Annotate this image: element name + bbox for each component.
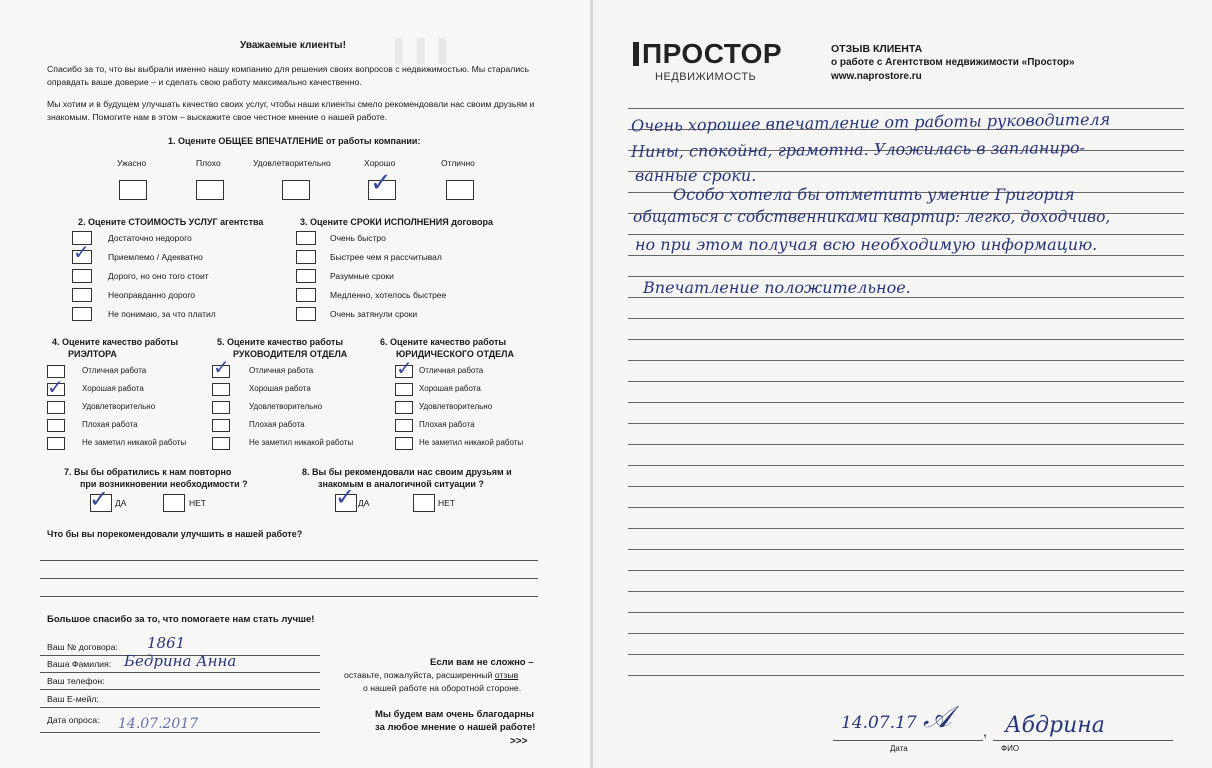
- q5-checkbox[interactable]: [212, 383, 230, 396]
- date-caption: Дата: [890, 744, 908, 753]
- ruled-line: [628, 339, 1184, 340]
- ruled-line: [628, 570, 1184, 571]
- q3-checkbox[interactable]: [296, 250, 316, 264]
- q3-option-label: Очень быстро: [330, 233, 386, 243]
- review-handwriting: ванные сроки.: [635, 166, 757, 185]
- q3-checkbox[interactable]: [296, 288, 316, 302]
- q2-option-label: Приемлемо / Адекватно: [108, 252, 203, 262]
- review-subtitle: о работе с Агентством недвижимости «Простор»: [831, 57, 1075, 68]
- ruled-line: [628, 465, 1184, 466]
- q5-check-mark: ✓: [213, 355, 230, 379]
- q7-yes-label: ДА: [115, 498, 127, 508]
- page-heading: Уважаемые клиенты!: [240, 40, 346, 51]
- q2-checkbox[interactable]: [72, 269, 92, 283]
- cta-text-part: оставьте, пожалуйста, расширенный: [344, 670, 493, 680]
- intro-text: знакомым. Помогите нам в этом – выскажите свое честное мнение о нашей работе.: [47, 112, 388, 122]
- q4-checkbox[interactable]: [47, 437, 65, 450]
- cta-arrows: >>>: [510, 736, 528, 747]
- field-line[interactable]: [40, 672, 320, 673]
- q2-checkbox[interactable]: [72, 307, 92, 321]
- ruled-line: [628, 402, 1184, 403]
- q8-yes-label: ДА: [358, 498, 370, 508]
- q4-option-label: Удовлетворительно: [82, 402, 156, 411]
- surname-value: Бедрина Анна: [124, 652, 237, 670]
- q3-title: 3. Оцените СРОКИ ИСПОЛНЕНИЯ договора: [300, 217, 493, 227]
- q8-check-mark: ✓: [335, 483, 356, 511]
- q6-option-label: Плохая работа: [419, 420, 475, 429]
- q8-no-checkbox[interactable]: [413, 494, 435, 512]
- company-logo: [633, 38, 782, 70]
- q6-option-label: Хорошая работа: [419, 384, 481, 393]
- q3-option-label: Быстрее чем я рассчитывал: [330, 252, 442, 262]
- q6-option-label: Не заметил никакой работы: [419, 438, 524, 447]
- q6-option-label: Удовлетворительно: [419, 402, 493, 411]
- ruled-line: [628, 423, 1184, 424]
- ruled-line: [628, 297, 1184, 298]
- q5-checkbox[interactable]: [212, 419, 230, 432]
- q5-title: РУКОВОДИТЕЛЯ ОТДЕЛА: [233, 349, 348, 359]
- q7-no-label: НЕТ: [189, 498, 206, 508]
- review-title: ОТЗЫВ КЛИЕНТА: [831, 43, 923, 55]
- cta-text: [344, 670, 518, 680]
- signature-mark: 𝒜: [923, 700, 952, 735]
- ruled-line: [628, 528, 1184, 529]
- q1-option-label: Отлично: [441, 158, 475, 168]
- logo-text: ПРОСТОР: [642, 38, 783, 69]
- ruled-line: [628, 381, 1184, 382]
- q2-check-mark: ✓: [73, 240, 90, 264]
- date-label: Дата опроса:: [47, 715, 100, 725]
- q5-option-label: Отличная работа: [249, 366, 314, 375]
- review-handwriting: но при этом получая всю необходимую информацию.: [635, 235, 1098, 254]
- q4-title: РИЭЛТОРА: [68, 349, 117, 359]
- q4-option-label: Хорошая работа: [82, 384, 144, 393]
- q1-option-label: Хорошо: [364, 158, 396, 168]
- ruled-line: [628, 633, 1184, 634]
- field-line[interactable]: [40, 707, 320, 708]
- ruled-line: [628, 255, 1184, 256]
- intro-text: оправдать ваше доверие – и сделать свою работу максимально качественно.: [47, 77, 362, 87]
- review-handwriting: Очень хорошее впечатление от работы руководителя: [630, 109, 1111, 136]
- cta-text: за любое мнение о нашей работе!: [375, 722, 536, 733]
- cta-text: Если вам не сложно –: [430, 657, 534, 668]
- ruled-line: [628, 444, 1184, 445]
- date-signature-line[interactable]: [833, 740, 983, 741]
- q8-no-label: НЕТ: [438, 498, 455, 508]
- intro-text: Мы хотим и в будущем улучшать качество своих услуг, чтобы наши клиенты смело рекомендовали нас своим друзьям и: [47, 99, 535, 109]
- q2-checkbox[interactable]: [72, 288, 92, 302]
- review-handwriting: Нины, спокойна, грамотна. Уложилась в запланиро-: [630, 138, 1086, 161]
- q7-title: 7. Вы бы обратились к нам повторно: [64, 467, 232, 477]
- q6-checkbox[interactable]: [395, 419, 413, 432]
- ruled-line: [628, 654, 1184, 655]
- q2-option-label: Неоправданно дорого: [108, 290, 196, 300]
- q1-checkbox-excellent[interactable]: [446, 180, 474, 200]
- review-link[interactable]: отзыв: [494, 670, 519, 680]
- q4-title: 4. Оцените качество работы: [52, 337, 179, 347]
- q5-checkbox[interactable]: [212, 401, 230, 414]
- answer-line[interactable]: [40, 560, 538, 561]
- review-handwriting: Особо хотела бы отметить умение Григория: [673, 185, 1075, 204]
- review-handwriting: Впечатление положительное.: [643, 278, 911, 297]
- q1-option-label: Удовлетворительно: [253, 158, 331, 168]
- q7-title: при возникновении необходимости ?: [80, 479, 248, 489]
- cta-text: Мы будем вам очень благодарны: [375, 709, 534, 720]
- q3-checkbox[interactable]: [296, 307, 316, 321]
- q5-checkbox[interactable]: [212, 437, 230, 450]
- surname-label: Ваша Фамилия:: [47, 659, 112, 669]
- cta-text: о нашей работе на оборотной стороне.: [363, 683, 522, 693]
- ruled-line: [628, 360, 1184, 361]
- contract-value: 1861: [147, 634, 186, 652]
- q4-checkbox[interactable]: [47, 419, 65, 432]
- ruled-line: [628, 675, 1184, 676]
- logo-subtitle: НЕДВИЖИМОСТЬ: [655, 71, 757, 83]
- q6-check-mark: ✓: [396, 356, 413, 380]
- q3-checkbox[interactable]: [296, 231, 316, 245]
- q1-option-label: Плохо: [196, 158, 221, 168]
- q3-option-label: Очень затянули сроки: [330, 309, 418, 319]
- fio-caption: ФИО: [1001, 744, 1020, 753]
- thanks-text: Большое спасибо за то, что помогаете нам стать лучше!: [47, 614, 315, 625]
- bleed-through: ▌ ▌ ▌: [395, 38, 454, 63]
- improve-question: Что бы вы порекомендовали улучшить в нашей работе?: [47, 529, 303, 539]
- q1-checkbox-terrible[interactable]: [119, 180, 147, 200]
- logo-mark-icon: [633, 42, 639, 66]
- q1-check-mark: ✓: [370, 168, 392, 198]
- q1-title: 1. Оцените ОБЩЕЕ ВПЕЧАТЛЕНИЕ от работы компании:: [168, 136, 421, 146]
- q1-checkbox-satisfactory[interactable]: [282, 180, 310, 200]
- ruled-line: [628, 612, 1184, 613]
- ruled-line: [628, 507, 1184, 508]
- phone-label: Ваш телефон:: [47, 676, 105, 686]
- ruled-line: [628, 318, 1184, 319]
- q4-option-label: Плохая работа: [82, 420, 138, 429]
- signature-date: 14.07.17: [841, 713, 917, 733]
- survey-page: [0, 0, 590, 768]
- q7-no-checkbox[interactable]: [163, 494, 185, 512]
- ruled-line: [628, 591, 1184, 592]
- q2-title: 2. Оцените СТОИМОСТЬ УСЛУГ агентства: [78, 217, 264, 227]
- ruled-line: [628, 276, 1184, 277]
- review-handwriting: общаться с собственниками квартир: легко, доходчиво,: [633, 208, 1111, 226]
- q1-checkbox-bad[interactable]: [196, 180, 224, 200]
- fio-signature-line[interactable]: [993, 740, 1173, 741]
- q3-option-label: Медленно, хотелось быстрее: [330, 290, 447, 300]
- q2-option-label: Дорого, но оно того стоит: [108, 271, 209, 281]
- field-line[interactable]: [40, 689, 320, 690]
- q8-title: знакомым в аналогичной ситуации ?: [318, 479, 484, 489]
- q2-option-label: Не понимаю, за что платил: [108, 309, 216, 319]
- review-page: [593, 0, 1212, 768]
- q5-option-label: Не заметил никакой работы: [249, 438, 354, 447]
- intro-text: Спасибо за то, что вы выбрали именно нашу компанию для решения своих вопросов с недвижимостью. Мы старались: [47, 64, 530, 74]
- q5-option-label: Плохая работа: [249, 420, 305, 429]
- q6-option-label: Отличная работа: [419, 366, 484, 375]
- email-label: Ваш Е-мейл:: [47, 694, 99, 704]
- answer-line[interactable]: [40, 596, 538, 597]
- q6-checkbox[interactable]: [395, 383, 413, 396]
- q4-option-label: Отличная работа: [82, 366, 147, 375]
- q5-option-label: Удовлетворительно: [249, 402, 323, 411]
- q4-option-label: Не заметил никакой работы: [82, 438, 187, 447]
- q4-check-mark: ✓: [47, 375, 64, 399]
- contract-label: Ваш № договора:: [47, 642, 118, 652]
- q6-checkbox[interactable]: [395, 401, 413, 414]
- q4-checkbox[interactable]: [47, 401, 65, 414]
- q5-title: 5. Оцените качество работы: [217, 337, 344, 347]
- ruled-line: [628, 549, 1184, 550]
- q6-title: 6. Оцените качество работы: [380, 337, 507, 347]
- q2-option-label: Достаточно недорого: [108, 233, 192, 243]
- q5-option-label: Хорошая работа: [249, 384, 311, 393]
- separator-comma: ,: [983, 723, 987, 739]
- website-link[interactable]: www.naprostore.ru: [831, 71, 922, 82]
- q3-checkbox[interactable]: [296, 269, 316, 283]
- q8-title: 8. Вы бы рекомендовали нас своим друзьям и: [302, 467, 512, 477]
- field-line[interactable]: [40, 732, 320, 733]
- answer-line[interactable]: [40, 578, 538, 579]
- q6-checkbox[interactable]: [395, 437, 413, 450]
- q1-option-label: Ужасно: [117, 158, 147, 168]
- q3-option-label: Разумные сроки: [330, 271, 394, 281]
- signature-name: Абдрина: [1005, 713, 1105, 738]
- date-value: 14.07.2017: [118, 716, 199, 732]
- q7-check-mark: ✓: [89, 485, 110, 513]
- q6-title: ЮРИДИЧЕСКОГО ОТДЕЛА: [396, 349, 514, 359]
- ruled-line: [628, 486, 1184, 487]
